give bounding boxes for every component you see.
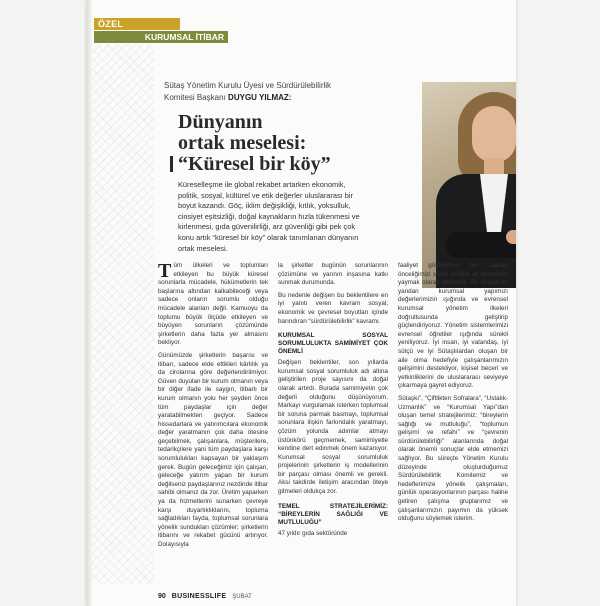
section-label: ÖZEL (94, 18, 180, 30)
paragraph: Günümüzde şirketlerin başarısı ve itibarı, sadece elde ettikleri kârlılık ya da cirolarına göre değerlendirilmiyor. Güven duyulan bir kurum olmanın veya bir diğer ifade ile saygın, itibarlı bir kurum olmanın yolu her şeyden önce tüm paydaşlar için değer yaratabilmekten geçiyor. Sadece hissedarlara ve yatırımcılara ekonomik değer yaratmanın çok daha ötesine geçebilmek, çalışanlara, müşterilere, tedarikçilere yani tüm paydaşlara karşı sorumlulukları kapsayan bir yaklaşım gerek. Bugün geleceğimiz için çalışan, geleceğe yatırım yapan bir kurum değilseniz paydaşlarınız nezdinde itibar sahibi olmanız da zor. Üretim yaparken ya da hizmetlerini sunarken çevreye karşı duyarlıklıklarını, topluma sağladıkları fayda, toplumsal sorunlara yönelik sundukları çözümler; şirketlerin itibarını ve rekabet gücünü artırıyor. Dolayısıyla (158, 351, 268, 548)
paragraph (158, 262, 268, 348)
column-3 (398, 262, 508, 528)
column-2 (278, 262, 388, 542)
speaker-name: DUYGU YILMAZ: (228, 93, 292, 102)
paragraph: Bu nedenle değişen bu beklentilere en iyi yanıtı veren kavram sosyal, ekonomik ve çevresel boyutları içinde barındıran “sürdürülebilirlik” kavramı. (278, 291, 388, 325)
paragraph-text: üm ülkeleri ve toplumları etkileyen bu büyük küresel sorunlarla mücadele, hükümetlerin tek başlarına altından kalkabileceği veya sadece onların sorumlu olduğu mücadele alanları değil. Kamuoyu da toplumu büyük ölçüde etkileyen ve büyüyen sorunların çözümünde şirketlerin daha fazla yer almasını bekliyor. (158, 262, 268, 347)
column-1 (158, 262, 268, 554)
title-accent-bar (170, 156, 173, 172)
hero-section (156, 46, 504, 256)
decorative-pattern (92, 44, 154, 584)
issue-tag: ŞUBAT (232, 594, 252, 600)
article-lead: Küreselleşme ile global rekabet artarken ekonomik, politik, sosyal, kültürel ve etik değerler uluslararası bir boyut kazandı. Göç, iklim değişikliği, kıtlık, yoksulluk, cinsiyet eşitsizliği, doğal kaynakların hızla tükenmesi ve kirlenmesi, gıda güvenilirliği, arz güvenliği gibi pek çok konu artık “küresel bir köy” olarak tanımlanan dünyanın ortak meselesi. (178, 180, 360, 253)
magazine-brand: BUSINESSLIFE (171, 593, 227, 600)
subheading: TEMEL STRATEJİLERİMİZ: “BİREYLERİN SAĞLIĞI VE MUTLULUĞU” (278, 502, 388, 526)
paragraph: Sütaşkı”, “Çiftlikten Sofralara”, “Ustalık-Uzmanlık” ve “Kurumsal Yapı”dan oluşan temel stratejilerimiz; “bireylerin sağlığı ve mutluluğu”, “toplumun gelişimi ve refahı” ve “çevrenin sürdürülebilirliği” alanlarında doğal olarak önemli sonuçlar elde etmemizi sağlıyor. Bu süreçte Yönetim Kurulu düzeyinde oluşturduğumuz Sürdürülebilirlik Komitemiz ve hedeflerimize yönelik çalışmaları, günlük operasyonlarının parçası haline getiren çalışma gruplarımız ve çalışanlarımızın payımın da yüksek olduğunu söylemek isterim. (398, 394, 508, 523)
subsection-label: KURUMSAL İTİBAR (94, 31, 228, 43)
speaker-intro: Sütaş Yönetim Kurulu Üyesi ve Sürdürülebilirlik Komitesi Başkanı (164, 81, 332, 102)
dropcap: T (158, 260, 172, 282)
page-footer (158, 592, 508, 602)
title-line-1: Dünyanın (178, 111, 263, 133)
article-title (178, 112, 348, 175)
subheading: KURUMSAL SOSYAL SORUMLULUKTA SAMİMİYET ÇOK ÖNEMLİ (278, 332, 388, 356)
title-line-3: “Küresel bir köy” (178, 153, 331, 175)
portrait-photo (422, 82, 516, 288)
magazine-page (86, 0, 516, 606)
paragraph: 47 yıldır gıda sektöründe (278, 529, 348, 537)
article-body (158, 262, 510, 582)
paragraph: Değişen beklentiler, son yıllarda kurumsal sosyal sorumluluk adı altına geliştirilen proje sayısını da doğal olarak artırdı. Burada samimiyetin çok değerli olduğunu düşünüyorum. Markayı vurgulamak isterken toplumsal bir soruna parmak basmayı, toplumsal sorunlara ilişkin farkındalık yaratmayı, çözüm yolunda adımlar atmayı üstünkörü geçmemek, samimiyetle kendine dert edinmek önem kazanıyor. Kurumsal sosyal sorumluluk projelerinin şirketlerin iş modellerinin bir parçası olması önemli ve gerekli. Aksi takdirde iletişim aracından öteye gitmeleri oldukça zor. (278, 359, 388, 496)
portrait-hand (506, 230, 516, 244)
title-line-2: ortak meselesi: (178, 132, 307, 154)
portrait-face (472, 106, 516, 162)
paragraph: la şirketler bugünün sorunlarının çözümüne ve yarının inşasına katkı sunmak durumunda. (278, 262, 388, 287)
page-number: 90 (158, 593, 166, 600)
paragraph: faaliyet gösterirken her zaman önceliğimizi sütün iyiliğini ve bereketini yaymak olarak belirledik. Bu sırada bir yandan kurumsal yapımızı değerlerimizin ışığında ve evrensel kurumsal yönetim ilkeleri doğrultusunda geliştirip güçlendiriyoruz. Yönetim sistemlerimizi evrensel öğretiler ışığında sürekli yeniliyoruz. İyi insan, iyi vatandaş, iyi sütçü ve iyi Sütaşlılardan oluşan bir aile olma hedefiyle çalışanlarımızın gelişimini destekliyor, kişisel beceri ve yetkinliklerini de uluslararası seviyeye çıkarmaya gayret ediyoruz. (398, 262, 508, 390)
speaker-credit (164, 80, 344, 104)
